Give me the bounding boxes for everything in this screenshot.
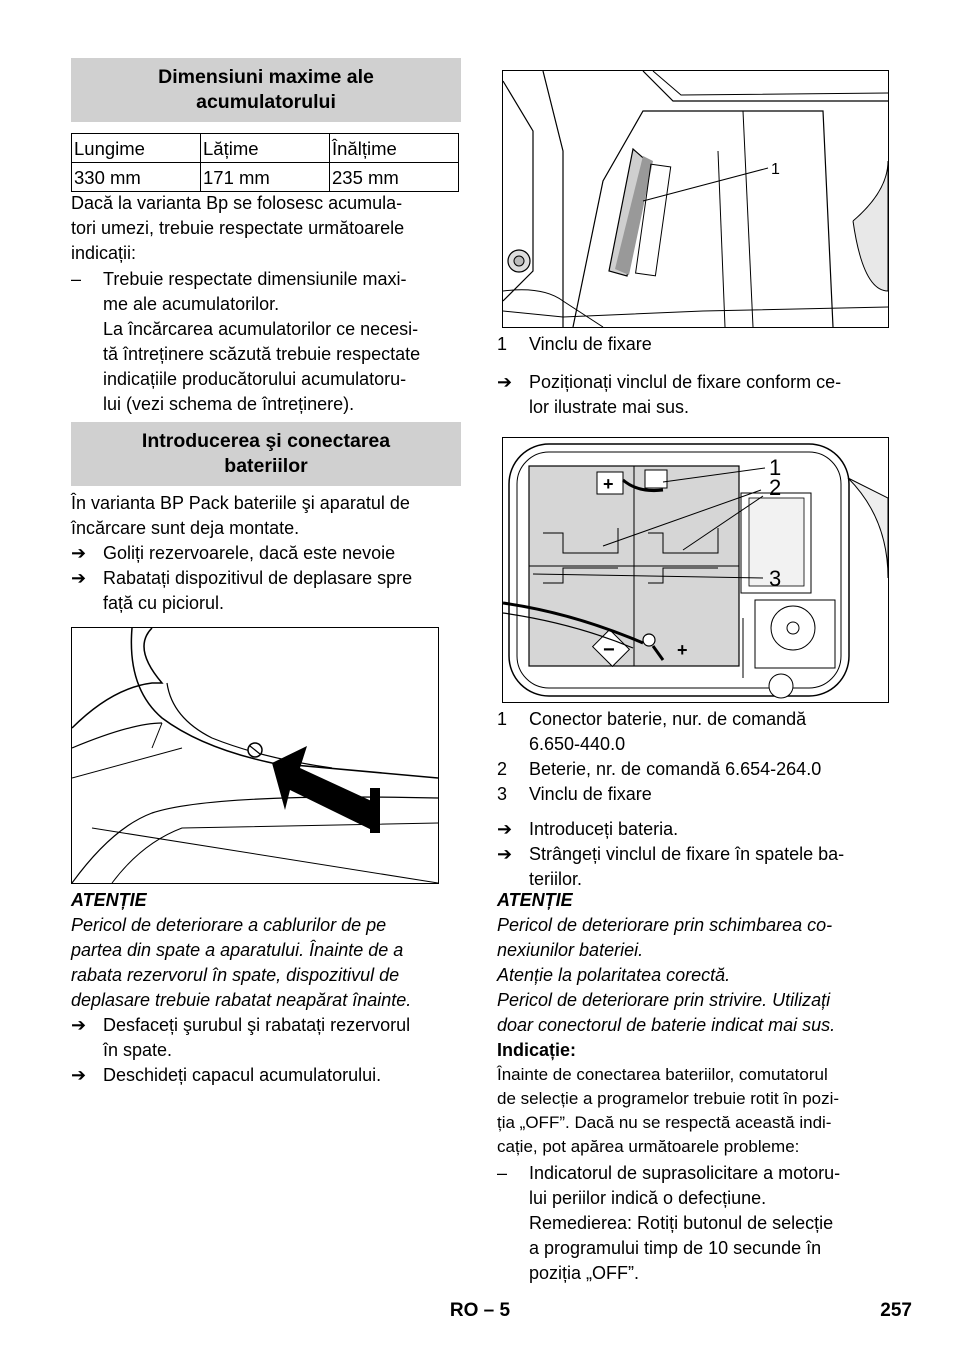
text-line: Indicatorul de suprasolicitare a motoru- — [529, 1163, 841, 1183]
text-line: La încărcarea acumulatorilor ce necesi- — [103, 319, 419, 339]
table-cell: 171 mm — [201, 163, 330, 192]
text-line: încărcare sunt deja montate. — [71, 518, 300, 538]
text-line: de selecție a programelor trebuie rotit în pozi- — [497, 1089, 840, 1108]
legend-text: Beterie, nr. de comandă 6.654-264.0 — [529, 759, 822, 779]
callout-1: 1 — [771, 161, 780, 178]
text-line: deplasare trebuie rabatat neapărat înainte. — [71, 990, 412, 1010]
dims-heading-text: Dimensiuni maxime ale acumulatorului — [158, 66, 374, 113]
dash-marker: – — [497, 1163, 508, 1183]
step-item — [71, 566, 463, 616]
text-line: doar conectorul de baterie indicat mai sus. — [497, 1015, 836, 1035]
text-line: ția „OFF”. Dacă nu se respectă această indi- — [497, 1113, 832, 1132]
table-header-cell: Lungime — [72, 134, 201, 163]
text-line: Înainte de conectarea bateriilor, comutatorul — [497, 1065, 828, 1084]
battery-illustration — [503, 438, 888, 702]
text-line: Poziționați vinclul de fixare conform ce- — [529, 372, 842, 392]
caution-left — [71, 888, 463, 1088]
note-body — [497, 1063, 889, 1159]
legend-item — [497, 782, 889, 807]
callout-2: 2 — [769, 475, 782, 500]
battery-figure — [502, 437, 889, 703]
step-item — [497, 370, 889, 420]
steps-right — [497, 817, 889, 892]
page-number: 257 — [880, 1300, 912, 1321]
legend-text: Vinclu de fixare — [529, 784, 652, 804]
step-item — [71, 1013, 463, 1063]
text-line: față cu piciorul. — [103, 593, 225, 613]
legend-text: 6.650-440.0 — [529, 734, 626, 754]
table-header-cell: Înălțime — [330, 134, 459, 163]
text-line: Introduceți bateria. — [529, 819, 679, 839]
arrow-icon: ➔ — [71, 1015, 87, 1035]
callout-1: 1 — [769, 455, 782, 480]
callout-3: 3 — [769, 566, 782, 591]
pedal-figure — [71, 627, 439, 884]
insert-heading — [71, 422, 461, 486]
text-line: Strângeți vinclul de fixare în spatele ba- — [529, 844, 845, 864]
insert-heading-text: Introducerea şi conectarea bateriilor — [141, 430, 391, 477]
text-line: poziția „OFF”. — [529, 1263, 640, 1283]
text-line: me ale acumulatorilor. — [103, 294, 280, 314]
plus-sign: + — [677, 640, 688, 660]
fig1-legend — [497, 332, 889, 357]
plus-sign: + — [603, 474, 614, 494]
intro-paragraph — [71, 191, 463, 417]
table-header-row — [72, 134, 459, 163]
arrow-icon: ➔ — [71, 543, 87, 563]
text-line: Pericol de deteriorare a cablurilor de pe — [71, 915, 387, 935]
text-line: cație, pot apărea următoarele probleme: — [497, 1137, 800, 1156]
text-line: Desfaceți şurubul şi rabatați rezervorul — [103, 1015, 411, 1035]
caution-right — [497, 888, 889, 1286]
text-line: Deschideți capacul acumulatorului. — [103, 1065, 382, 1085]
dash-item — [71, 267, 463, 417]
arrow-icon: ➔ — [497, 819, 513, 839]
table-cell: 235 mm — [330, 163, 459, 192]
text-line: Trebuie respectate dimensiunile maxi- — [103, 269, 407, 289]
bracket-figure — [502, 70, 889, 328]
legend-item — [497, 332, 889, 357]
arrow-icon: ➔ — [71, 568, 87, 588]
text-line: partea din spate a aparatului. Înainte de a — [71, 940, 404, 960]
minus-sign: − — [603, 639, 615, 661]
text-line: a programului timp de 10 secunde în — [529, 1238, 822, 1258]
text-line: Pericol de deteriorare prin schimbarea co- — [497, 915, 833, 935]
text-line: Pericol de deteriorare prin strivire. Utilizați — [497, 990, 831, 1010]
legend-item — [497, 757, 889, 782]
step-item — [71, 1063, 463, 1088]
text-line: lui periilor indică o defecțiune. — [529, 1188, 767, 1208]
text-line: În varianta BP Pack bateriile şi aparatul de — [71, 493, 410, 513]
legend-item — [497, 707, 889, 757]
dash-marker: – — [71, 269, 82, 289]
text-line: indicații: — [71, 243, 137, 263]
arrow-icon: ➔ — [71, 1065, 87, 1085]
legend-number: 1 — [497, 334, 508, 354]
step-item — [497, 817, 889, 842]
dims-table — [71, 133, 459, 192]
step-item — [71, 541, 463, 566]
pedal-illustration — [72, 628, 438, 883]
text-line: lui (vezi schema de întreținere). — [103, 394, 355, 414]
footer-section: RO – 5 — [449, 1300, 511, 1321]
insert-body — [71, 491, 463, 616]
text-line: Rabatați dispozitivul de deplasare spre — [103, 568, 413, 588]
text-line: tă întreținere scăzută trebuie respectate — [103, 344, 421, 364]
table-row — [72, 163, 459, 192]
text-line: Atenție la polaritatea corectă. — [497, 965, 731, 985]
legend-text: Conector baterie, nur. de comandă — [529, 709, 807, 729]
legend-number: 1 — [497, 709, 508, 729]
dash-item — [497, 1161, 889, 1286]
text-line: rabata rezervorul în spate, dispozitivul de — [71, 965, 400, 985]
text-line: în spate. — [103, 1040, 173, 1060]
fig2-legend — [497, 707, 889, 807]
step-item — [497, 842, 889, 892]
text-line: Goliți rezervoarele, dacă este nevoie — [103, 543, 396, 563]
text-line: teriilor. — [529, 869, 583, 889]
arrow-icon: ➔ — [497, 372, 513, 392]
text-line: Remedierea: Rotiți butonul de selecție — [529, 1213, 834, 1233]
note-title: Indicație: — [497, 1040, 577, 1060]
text-line: nexiunilor bateriei. — [497, 940, 644, 960]
legend-number: 2 — [497, 759, 508, 779]
text-line: Dacă la varianta Bp se folosesc acumula- — [71, 193, 403, 213]
caution-title: ATENȚIE — [497, 890, 573, 910]
text-line: tori umezi, trebuie respectate următoarele — [71, 218, 405, 238]
legend-number: 3 — [497, 784, 508, 804]
table-cell: 330 mm — [72, 163, 201, 192]
arrow-icon: ➔ — [497, 844, 513, 864]
text-line: indicațiile producătorului acumulatoru- — [103, 369, 407, 389]
table-header-cell: Lățime — [201, 134, 330, 163]
legend-text: Vinclu de fixare — [529, 334, 652, 354]
bracket-illustration — [503, 71, 888, 327]
text-line: lor ilustrate mai sus. — [529, 397, 690, 417]
caution-title: ATENȚIE — [71, 890, 147, 910]
dims-heading — [71, 58, 461, 122]
